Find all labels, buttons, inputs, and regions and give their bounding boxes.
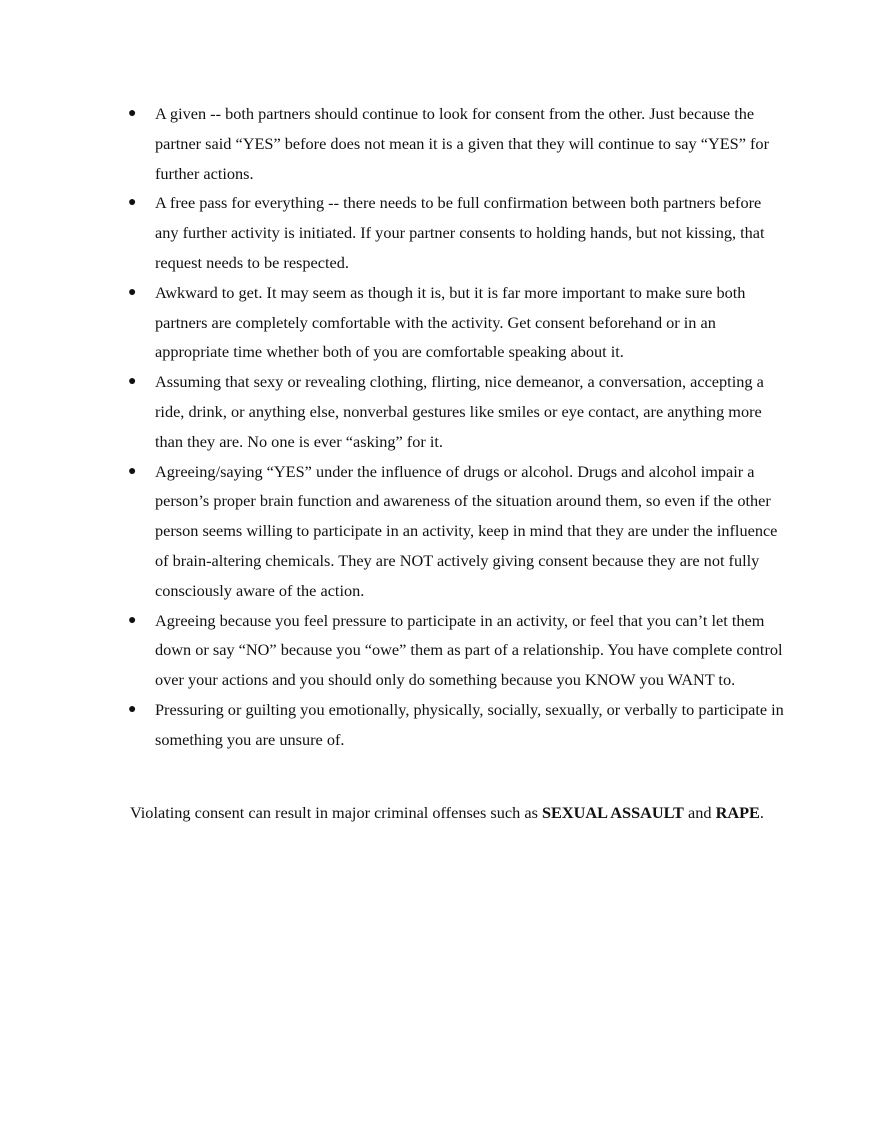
list-item-text: Agreeing/saying “YES” under the influence of drugs or alcohol. Drugs and alcohol impair a person’s proper brain function and awareness of the situation around them, so even if the other person seems willing to participate in an activity, keep in mind that they are under the influence of brain-altering chemicals. They are NOT actively giving consent because they are not fully consciously aware of the action. (155, 461, 778, 600)
bullet-icon: ● (128, 374, 137, 390)
bullet-icon: ● (128, 284, 137, 300)
term-rape: RAPE (715, 803, 760, 822)
bullet-icon: ● (128, 701, 137, 717)
list-item (128, 99, 788, 188)
list-item-text: A free pass for everything -- there needs to be full confirmation between both partners before any further activity is initiated. If your partner consents to holding hands, but not kissing, that request needs to be respected. (155, 193, 765, 272)
list-item (128, 367, 788, 456)
closing-middle: and (683, 803, 716, 822)
list-item (128, 606, 788, 695)
list-item (128, 188, 788, 277)
list-item (128, 695, 788, 755)
list-item-text: Assuming that sexy or revealing clothing, flirting, nice demeanor, a conversation, accepting a ride, drink, or anything else, nonverbal gestures like smiles or eye contact, are anything more than they are. No one is ever “asking” for it. (155, 372, 764, 451)
bullet-icon: ● (128, 195, 137, 211)
closing-paragraph (130, 798, 770, 828)
closing-prefix: Violating consent can result in major criminal offenses such as (130, 803, 542, 822)
list-item-text: Pressuring or guilting you emotionally, physically, socially, sexually, or verbally to participate in something you are unsure of. (155, 699, 784, 749)
list-item-text: Awkward to get. It may seem as though it is, but it is far more important to make sure both partners are completely comfortable with the activity. Get consent beforehand or in an appropriate time whether both of you are comfortable speaking about it. (155, 282, 746, 362)
bullet-icon: ● (128, 463, 137, 479)
bullet-icon: ● (128, 106, 137, 121)
closing-suffix: . (759, 803, 764, 822)
term-sexual-assault: SEXUAL ASSAULT (541, 803, 684, 822)
list-item (128, 278, 788, 367)
list-item-text: A given -- both partners should continue to look for consent from the other. Just because the partner said “YES” before does not mean it is a given that they will continue to say “YES” for further actions. (155, 104, 769, 183)
bullet-icon: ● (128, 612, 137, 628)
list-item (128, 457, 788, 606)
list-item-text: Agreeing because you feel pressure to participate in an activity, or feel that you can’t let them down or say “NO” because you “owe” them as part of a relationship. You have complete control over your actions and you should only do something because you KNOW you WANT to. (155, 610, 783, 690)
bullet-list (128, 99, 788, 755)
